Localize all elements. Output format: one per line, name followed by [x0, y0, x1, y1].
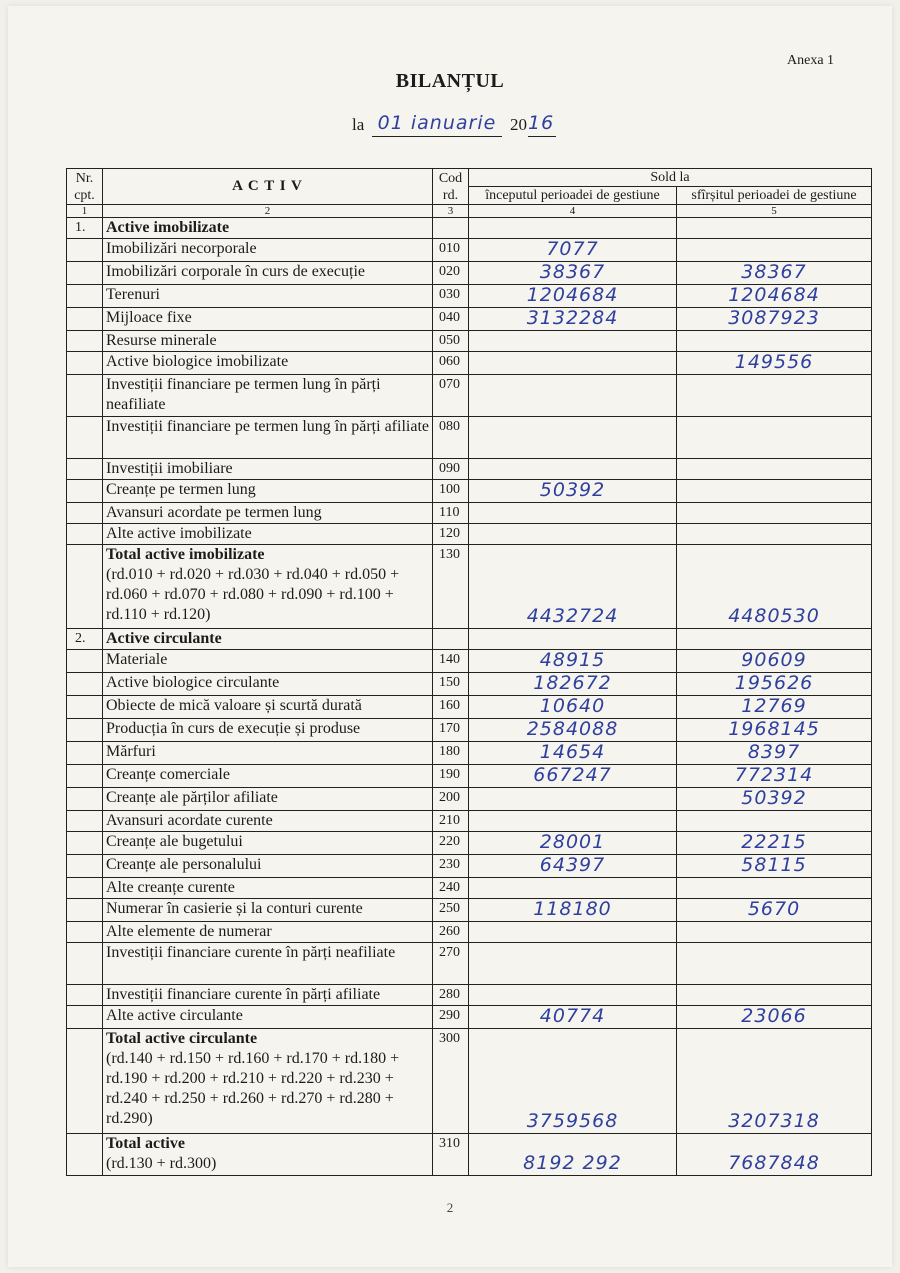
table-row — [67, 855, 872, 878]
row-value-start — [469, 262, 677, 285]
row-nr — [67, 1134, 103, 1176]
header-activ: A C T I V — [103, 169, 433, 205]
handwritten-value: 7687848 — [728, 1152, 820, 1174]
row-label — [103, 1134, 433, 1176]
row-nr — [67, 308, 103, 331]
row-value-end — [677, 375, 872, 417]
row-label-text: Creanțe pe termen lung — [106, 481, 256, 498]
handwritten-value: 22215 — [741, 831, 807, 853]
row-code: 120 — [433, 524, 469, 545]
row-value-start — [469, 503, 677, 524]
row-code: 070 — [433, 375, 469, 417]
handwritten-value: 1968145 — [728, 718, 820, 740]
row-label-text: Numerar în casierie și la conturi curente — [106, 900, 363, 917]
row-code: 110 — [433, 503, 469, 524]
row-value-start — [469, 545, 677, 629]
handwritten-value: 5670 — [747, 898, 801, 920]
handwritten-value: 3207318 — [728, 1110, 820, 1132]
row-nr — [67, 855, 103, 878]
row-value-start — [469, 480, 677, 503]
row-nr: 1. — [67, 218, 103, 239]
handwritten-value: 7077 — [546, 238, 599, 260]
row-value-end — [677, 239, 872, 262]
row-value-start — [469, 524, 677, 545]
handwritten-value: 118180 — [533, 898, 612, 920]
row-value-start — [469, 765, 677, 788]
row-value-start — [469, 811, 677, 832]
row-value-start — [469, 719, 677, 742]
table-row — [67, 742, 872, 765]
row-label-text: Active biologice imobilizate — [106, 353, 289, 370]
row-code: 100 — [433, 480, 469, 503]
row-code: 230 — [433, 855, 469, 878]
table-row — [67, 1006, 872, 1029]
row-label-text: Resurse minerale — [106, 332, 217, 349]
row-value-start — [469, 985, 677, 1006]
row-value-end — [677, 943, 872, 985]
row-value-start — [469, 375, 677, 417]
table-row — [67, 811, 872, 832]
row-code: 020 — [433, 262, 469, 285]
row-value-start — [469, 1006, 677, 1029]
row-value-end — [677, 719, 872, 742]
row-nr — [67, 742, 103, 765]
handwritten-value: 64397 — [539, 854, 606, 876]
row-value-end — [677, 262, 872, 285]
row-code: 290 — [433, 1006, 469, 1029]
row-nr — [67, 239, 103, 262]
row-code: 180 — [433, 742, 469, 765]
row-nr — [67, 943, 103, 985]
table-row — [67, 1134, 872, 1176]
row-label-text: Terenuri — [106, 286, 160, 303]
row-label — [103, 524, 433, 545]
row-label — [103, 262, 433, 285]
row-nr — [67, 719, 103, 742]
index-5: 5 — [677, 205, 872, 218]
row-value-start — [469, 696, 677, 719]
row-label-text: Investiții financiare curente în părți neafiliate — [106, 944, 396, 961]
row-label — [103, 417, 433, 459]
row-code: 190 — [433, 765, 469, 788]
index-3: 3 — [433, 205, 469, 218]
row-nr — [67, 922, 103, 943]
annex-label: Anexa 1 — [787, 53, 835, 68]
row-label-text: Mijloace fixe — [106, 309, 192, 326]
table-row — [67, 899, 872, 922]
row-label-text: Active imobilizate — [106, 219, 230, 236]
row-label-text: Investiții imobiliare — [106, 460, 233, 477]
row-value-end — [677, 1134, 872, 1176]
handwritten-value: 2584088 — [526, 718, 619, 740]
row-label-text: Imobilizări corporale în curs de execuție — [106, 263, 365, 280]
row-value-end — [677, 308, 872, 331]
row-label — [103, 375, 433, 417]
handwritten-value: 23066 — [741, 1005, 807, 1027]
handwritten-value: 3132284 — [526, 307, 619, 329]
row-label-text: Mărfuri — [106, 743, 156, 760]
row-label-text: Creanțe ale părților afiliate — [106, 789, 278, 806]
row-value-end — [677, 985, 872, 1006]
row-label-text: Creanțe ale personalului — [106, 856, 262, 873]
row-code: 040 — [433, 308, 469, 331]
row-label — [103, 459, 433, 480]
row-nr — [67, 524, 103, 545]
table-row — [67, 524, 872, 545]
row-label — [103, 331, 433, 352]
row-label — [103, 218, 433, 239]
row-label-text: Creanțe ale bugetului — [106, 833, 243, 850]
handwritten-value: 3759568 — [526, 1110, 619, 1132]
row-value-end — [677, 696, 872, 719]
row-value-start — [469, 417, 677, 459]
row-value-start — [469, 239, 677, 262]
table-row — [67, 788, 872, 811]
row-nr — [67, 352, 103, 375]
page-number: 2 — [446, 1200, 454, 1215]
row-value-start — [469, 352, 677, 375]
row-value-end — [677, 1006, 872, 1029]
row-value-end — [677, 811, 872, 832]
table-row — [67, 375, 872, 417]
table-row — [67, 985, 872, 1006]
row-value-end — [677, 352, 872, 375]
row-label — [103, 480, 433, 503]
row-value-end — [677, 480, 872, 503]
date-year-prefix: 20 — [510, 115, 527, 134]
row-code: 170 — [433, 719, 469, 742]
row-value-end — [677, 742, 872, 765]
row-nr — [67, 480, 103, 503]
row-nr — [67, 545, 103, 629]
row-code: 210 — [433, 811, 469, 832]
row-value-end — [677, 899, 872, 922]
handwritten-value: 8397 — [747, 741, 801, 763]
date-prefix: la — [352, 115, 365, 134]
table-row — [67, 629, 872, 650]
row-label-text: Total active imobilizate — [106, 546, 265, 563]
row-label — [103, 811, 433, 832]
row-value-end — [677, 218, 872, 239]
handwritten-value: 3087923 — [728, 307, 820, 329]
table-row — [67, 262, 872, 285]
table-row — [67, 352, 872, 375]
row-code: 300 — [433, 1029, 469, 1134]
handwritten-value: 12769 — [741, 695, 807, 717]
row-code: 310 — [433, 1134, 469, 1176]
index-2: 2 — [103, 205, 433, 218]
row-value-end — [677, 285, 872, 308]
table-row — [67, 545, 872, 629]
row-label-text: Alte elemente de numerar — [106, 923, 272, 940]
row-value-end — [677, 417, 872, 459]
row-label — [103, 308, 433, 331]
row-label — [103, 855, 433, 878]
row-value-start — [469, 1029, 677, 1134]
row-nr — [67, 331, 103, 352]
row-code: 220 — [433, 832, 469, 855]
row-nr — [67, 673, 103, 696]
table-row — [67, 503, 872, 524]
row-label — [103, 650, 433, 673]
row-value-start — [469, 308, 677, 331]
row-code: 050 — [433, 331, 469, 352]
handwritten-value: 50392 — [539, 479, 606, 501]
row-label-text: Imobilizări necorporale — [106, 240, 257, 257]
handwritten-value: 1204684 — [526, 284, 619, 306]
handwritten-value: 38367 — [741, 261, 807, 283]
row-nr — [67, 788, 103, 811]
row-nr: 2. — [67, 629, 103, 650]
row-label — [103, 765, 433, 788]
row-label — [103, 832, 433, 855]
index-1: 1 — [67, 205, 103, 218]
date-day-handwritten: 01 ianuarie — [372, 112, 502, 137]
index-4: 4 — [469, 205, 677, 218]
row-nr — [67, 765, 103, 788]
row-label — [103, 629, 433, 650]
handwritten-value: 149556 — [734, 351, 814, 373]
row-label-text: Producția în curs de execuție și produse — [106, 720, 361, 737]
row-value-start — [469, 742, 677, 765]
row-nr — [67, 459, 103, 480]
handwritten-value: 14654 — [539, 741, 606, 763]
row-label — [103, 352, 433, 375]
table-row — [67, 765, 872, 788]
row-label — [103, 673, 433, 696]
row-value-end — [677, 650, 872, 673]
handwritten-value: 38367 — [539, 261, 606, 283]
row-code: 140 — [433, 650, 469, 673]
header-cod: Cod rd. — [433, 169, 469, 205]
handwritten-value: 4480530 — [728, 605, 820, 627]
row-code: 080 — [433, 417, 469, 459]
row-value-end — [677, 1029, 872, 1134]
row-label — [103, 985, 433, 1006]
row-code: 160 — [433, 696, 469, 719]
row-label — [103, 878, 433, 899]
row-label — [103, 899, 433, 922]
row-value-start — [469, 943, 677, 985]
row-nr — [67, 696, 103, 719]
table-row — [67, 480, 872, 503]
row-code — [433, 629, 469, 650]
handwritten-value: 8192 292 — [523, 1152, 622, 1174]
header-start: începutul perioadei de gestiune — [469, 187, 677, 205]
row-label-text: Investiții financiare curente în părți afiliate — [106, 986, 381, 1003]
row-value-start — [469, 878, 677, 899]
handwritten-value: 772314 — [734, 764, 814, 786]
row-label — [103, 742, 433, 765]
handwritten-value: 1204684 — [728, 284, 820, 306]
row-label-text: Alte active circulante — [106, 1007, 243, 1024]
table-row — [67, 239, 872, 262]
row-value-end — [677, 765, 872, 788]
row-label-text: Active biologice circulante — [106, 674, 280, 691]
handwritten-value: 90609 — [741, 649, 807, 671]
document-title: BILANȚUL — [395, 70, 505, 92]
row-code: 250 — [433, 899, 469, 922]
table-row — [67, 943, 872, 985]
row-nr — [67, 811, 103, 832]
row-nr — [67, 1006, 103, 1029]
row-value-end — [677, 788, 872, 811]
handwritten-value: 48915 — [539, 649, 606, 671]
row-code: 150 — [433, 673, 469, 696]
row-value-start — [469, 285, 677, 308]
row-code — [433, 218, 469, 239]
row-formula: (rd.140 + rd.150 + rd.160 + rd.170 + rd.180 + rd.190 + rd.200 + rd.210 + rd.220 + rd.230 + rd.240 + rd.250 + rd.260 + rd.270 + rd.280 + rd.290) — [106, 1050, 400, 1127]
row-label — [103, 696, 433, 719]
row-value-start — [469, 855, 677, 878]
row-value-end — [677, 459, 872, 480]
table-row — [67, 331, 872, 352]
row-value-start — [469, 673, 677, 696]
table-row — [67, 878, 872, 899]
row-label — [103, 943, 433, 985]
row-value-start — [469, 218, 677, 239]
row-value-end — [677, 832, 872, 855]
row-value-end — [677, 629, 872, 650]
table-row — [67, 459, 872, 480]
row-label-text: Alte active imobilizate — [106, 525, 252, 542]
row-label-text: Creanțe comerciale — [106, 766, 230, 783]
row-label — [103, 285, 433, 308]
row-label — [103, 239, 433, 262]
balance-sheet-table — [66, 168, 872, 1176]
handwritten-value: 58115 — [741, 854, 807, 876]
row-value-start — [469, 459, 677, 480]
row-label-text: Materiale — [106, 651, 168, 668]
header-nr: Nr. cpt. — [67, 169, 103, 205]
row-code: 090 — [433, 459, 469, 480]
header-sold: Sold la — [469, 169, 872, 187]
handwritten-value: 28001 — [539, 831, 606, 853]
row-value-start — [469, 629, 677, 650]
row-nr — [67, 878, 103, 899]
row-nr — [67, 417, 103, 459]
handwritten-value: 50392 — [741, 787, 807, 809]
header-end: sfîrșitul perioadei de gestiune — [677, 187, 872, 205]
row-label — [103, 545, 433, 629]
row-label-text: Avansuri acordate pe termen lung — [106, 504, 322, 521]
table-row — [67, 1029, 872, 1134]
row-code: 270 — [433, 943, 469, 985]
date-year-handwritten: 16 — [528, 112, 556, 137]
row-value-end — [677, 545, 872, 629]
row-value-end — [677, 331, 872, 352]
handwritten-value: 667247 — [533, 764, 612, 786]
row-value-start — [469, 832, 677, 855]
row-label-text: Investiții financiare pe termen lung în părți neafiliate — [106, 376, 381, 413]
handwritten-value: 4432724 — [526, 605, 619, 627]
row-label-text: Total active circulante — [106, 1030, 258, 1047]
handwritten-value: 195626 — [734, 672, 814, 694]
row-value-end — [677, 855, 872, 878]
row-code: 280 — [433, 985, 469, 1006]
table-row — [67, 285, 872, 308]
row-label — [103, 1029, 433, 1134]
row-code: 200 — [433, 788, 469, 811]
row-label-text: Avansuri acordate curente — [106, 812, 273, 829]
handwritten-value: 182672 — [533, 672, 612, 694]
row-label — [103, 922, 433, 943]
row-nr — [67, 1029, 103, 1134]
handwritten-value: 10640 — [539, 695, 606, 717]
row-label — [103, 1006, 433, 1029]
row-nr — [67, 650, 103, 673]
row-label-text: Alte creanțe curente — [106, 879, 235, 896]
table-row — [67, 696, 872, 719]
table-row — [67, 417, 872, 459]
row-value-end — [677, 524, 872, 545]
table-row — [67, 218, 872, 239]
row-code: 240 — [433, 878, 469, 899]
row-nr — [67, 262, 103, 285]
row-label-text: Investiții financiare pe termen lung în părți afiliate — [106, 418, 429, 435]
row-code: 030 — [433, 285, 469, 308]
row-code: 260 — [433, 922, 469, 943]
table-row — [67, 308, 872, 331]
row-value-start — [469, 922, 677, 943]
row-value-start — [469, 788, 677, 811]
table-body — [67, 218, 872, 1176]
row-code: 060 — [433, 352, 469, 375]
row-label-text: Total active — [106, 1135, 185, 1152]
row-nr — [67, 503, 103, 524]
row-label — [103, 788, 433, 811]
row-value-end — [677, 503, 872, 524]
row-label-text: Obiecte de mică valoare și scurtă durată — [106, 697, 362, 714]
row-nr — [67, 985, 103, 1006]
row-nr — [67, 285, 103, 308]
table-row — [67, 719, 872, 742]
table-row — [67, 832, 872, 855]
row-value-start — [469, 331, 677, 352]
table-row — [67, 922, 872, 943]
row-value-start — [469, 650, 677, 673]
row-nr — [67, 899, 103, 922]
handwritten-value: 40774 — [539, 1005, 606, 1027]
row-code: 130 — [433, 545, 469, 629]
row-value-end — [677, 922, 872, 943]
row-value-end — [677, 673, 872, 696]
row-label-text: Active circulante — [106, 630, 222, 647]
row-code: 010 — [433, 239, 469, 262]
row-formula: (rd.130 + rd.300) — [106, 1155, 217, 1172]
table-row — [67, 650, 872, 673]
row-value-end — [677, 878, 872, 899]
row-formula: (rd.010 + rd.020 + rd.030 + rd.040 + rd.050 + rd.060 + rd.070 + rd.080 + rd.090 + rd.100 + rd.110 + rd.120) — [106, 566, 400, 623]
row-nr — [67, 375, 103, 417]
row-label — [103, 719, 433, 742]
row-nr — [67, 832, 103, 855]
row-label — [103, 503, 433, 524]
row-value-start — [469, 1134, 677, 1176]
table-row — [67, 673, 872, 696]
row-value-start — [469, 899, 677, 922]
